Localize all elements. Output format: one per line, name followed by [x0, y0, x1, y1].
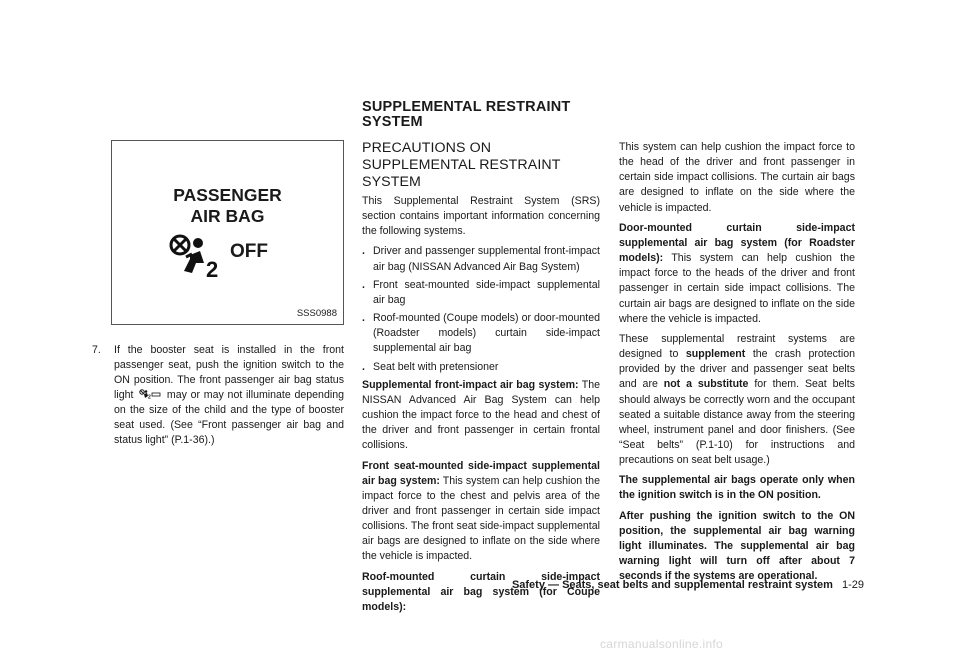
srs-intro: This Supplemental Restraint System (SRS) section contains important information concerning the following systems. — [362, 195, 600, 238]
roof-curtain-title: Roof-mounted curtain side-impact supplemental air bag system (for Coupe models): — [362, 570, 600, 613]
door-curtain-text: This system can help cushion the impact force to the heads of the driver and front passenger in certain side impact collisions. The curtain air bags are designed to inflate on the side where the vehicle is impacted. — [619, 252, 855, 325]
list-item: . Front seat-mounted side-impact supplemental air bag — [362, 278, 600, 306]
warning-light-note: After pushing the ignition switch to the ON position, the supplemental air bag warning light illuminates. The supplemental air bag warning light will turn off after about 7 seconds if the systems are operational. — [619, 509, 855, 583]
figure-label-air-bag: AIR BAG — [190, 206, 265, 226]
item-text — [114, 343, 344, 448]
bullet-dot: . — [362, 245, 365, 258]
figure-label-passenger: PASSENGER — [173, 185, 282, 205]
bullet-dot: . — [362, 278, 365, 291]
supplement-paragraph: These supplemental restraint systems are designed to supplement the crash protection provided by the driver and passenger seat belts and are not a substitute for them. Seat belts should always be correctly worn and the occupant seated a suitable distance away from the steering wheel, instrument panel and door finishers. (See “Seat belts” (P.1-10) for instructions and precautions on seat belt usage.) — [619, 332, 855, 467]
front-impact-title: Supplemental front-impact air bag system: — [362, 378, 579, 391]
page-footer — [470, 578, 864, 592]
bullet-dot: . — [362, 312, 365, 325]
list-item: . Roof-mounted (Coupe models) or door-mounted (Roadster models) curtain side-impact supplemental air bag — [362, 312, 600, 355]
precautions-heading: PRECAUTIONS ON SUPPLEMENTAL RESTRAINT SYSTEM — [362, 140, 561, 190]
bullet-dot: . — [362, 360, 365, 373]
footer-chapter-title: Safety — Seats, seat belts and supplemental restraint system — [511, 579, 833, 591]
item-text-after-icon: may or may not illuminate depending on the size of the child and the type of booster seat used. (See “Front passenger air bag and status light” (P.1-36).) — [114, 389, 344, 446]
right-column — [619, 140, 855, 589]
middle-column — [362, 140, 600, 620]
watermark: carmanualsonline.info — [600, 637, 724, 651]
curtain-coupe-text: This system can help cushion the impact force to the head of the driver and front passenger in certain side impact collisions. The curtain air bags are designed to inflate on the side where the vehicle is impacted. — [619, 141, 855, 214]
list-item: . Seat belt with pretensioner — [362, 360, 600, 375]
door-curtain-paragraph — [619, 221, 855, 327]
section-heading — [362, 100, 622, 130]
item-number: 7. — [92, 344, 101, 356]
passenger-airbag-status-icon — [139, 389, 161, 399]
operate-only-warning: The supplemental air bags operate only when the ignition switch is in the ON position. — [619, 474, 855, 502]
figure-label-off: OFF — [230, 241, 268, 262]
side-impact-text: This system can help cushion the impact force to the chest and pelvis area of the driver and front passenger in certain side impact collisions. The front seat side-impact supplemental air bags are designed to inflate on the side where the vehicle is impacted. — [362, 474, 600, 563]
page-number: 1-29 — [841, 579, 864, 591]
list-item: . Driver and passenger supplemental front-impact air bag (NISSAN Advanced Air Bag System) — [362, 245, 600, 273]
front-impact-text: The NISSAN Advanced Air Bag System can help cushion the impact force to the head and chest of the driver and front passenger in certain frontal collisions. — [362, 378, 600, 452]
side-impact-title: Front seat-mounted side-impact supplemental air bag system: — [362, 459, 600, 487]
airbag-off-figure — [111, 140, 344, 325]
svg-text:2: 2 — [148, 394, 151, 399]
section-heading-line1: SUPPLEMENTAL RESTRAINT — [362, 99, 571, 115]
front-impact-paragraph — [362, 378, 600, 454]
passenger-airbag-off-icon — [168, 233, 224, 279]
side-impact-paragraph — [362, 459, 600, 565]
roof-curtain-paragraph — [362, 570, 600, 615]
srs-system-list — [362, 244, 600, 374]
instruction-item-7 — [92, 343, 344, 448]
figure-code: SSS0988 — [296, 308, 337, 319]
item-text-before-icon: If the booster seat is installed in the front passenger seat, push the ignition switch to the ON position. The front passenger air bag status light — [114, 344, 344, 401]
door-curtain-title: Door-mounted curtain side-impact supplemental air bag system (for Roadster models): — [619, 221, 855, 265]
section-heading-line2: SYSTEM — [362, 114, 423, 130]
svg-text:2: 2 — [206, 257, 219, 279]
